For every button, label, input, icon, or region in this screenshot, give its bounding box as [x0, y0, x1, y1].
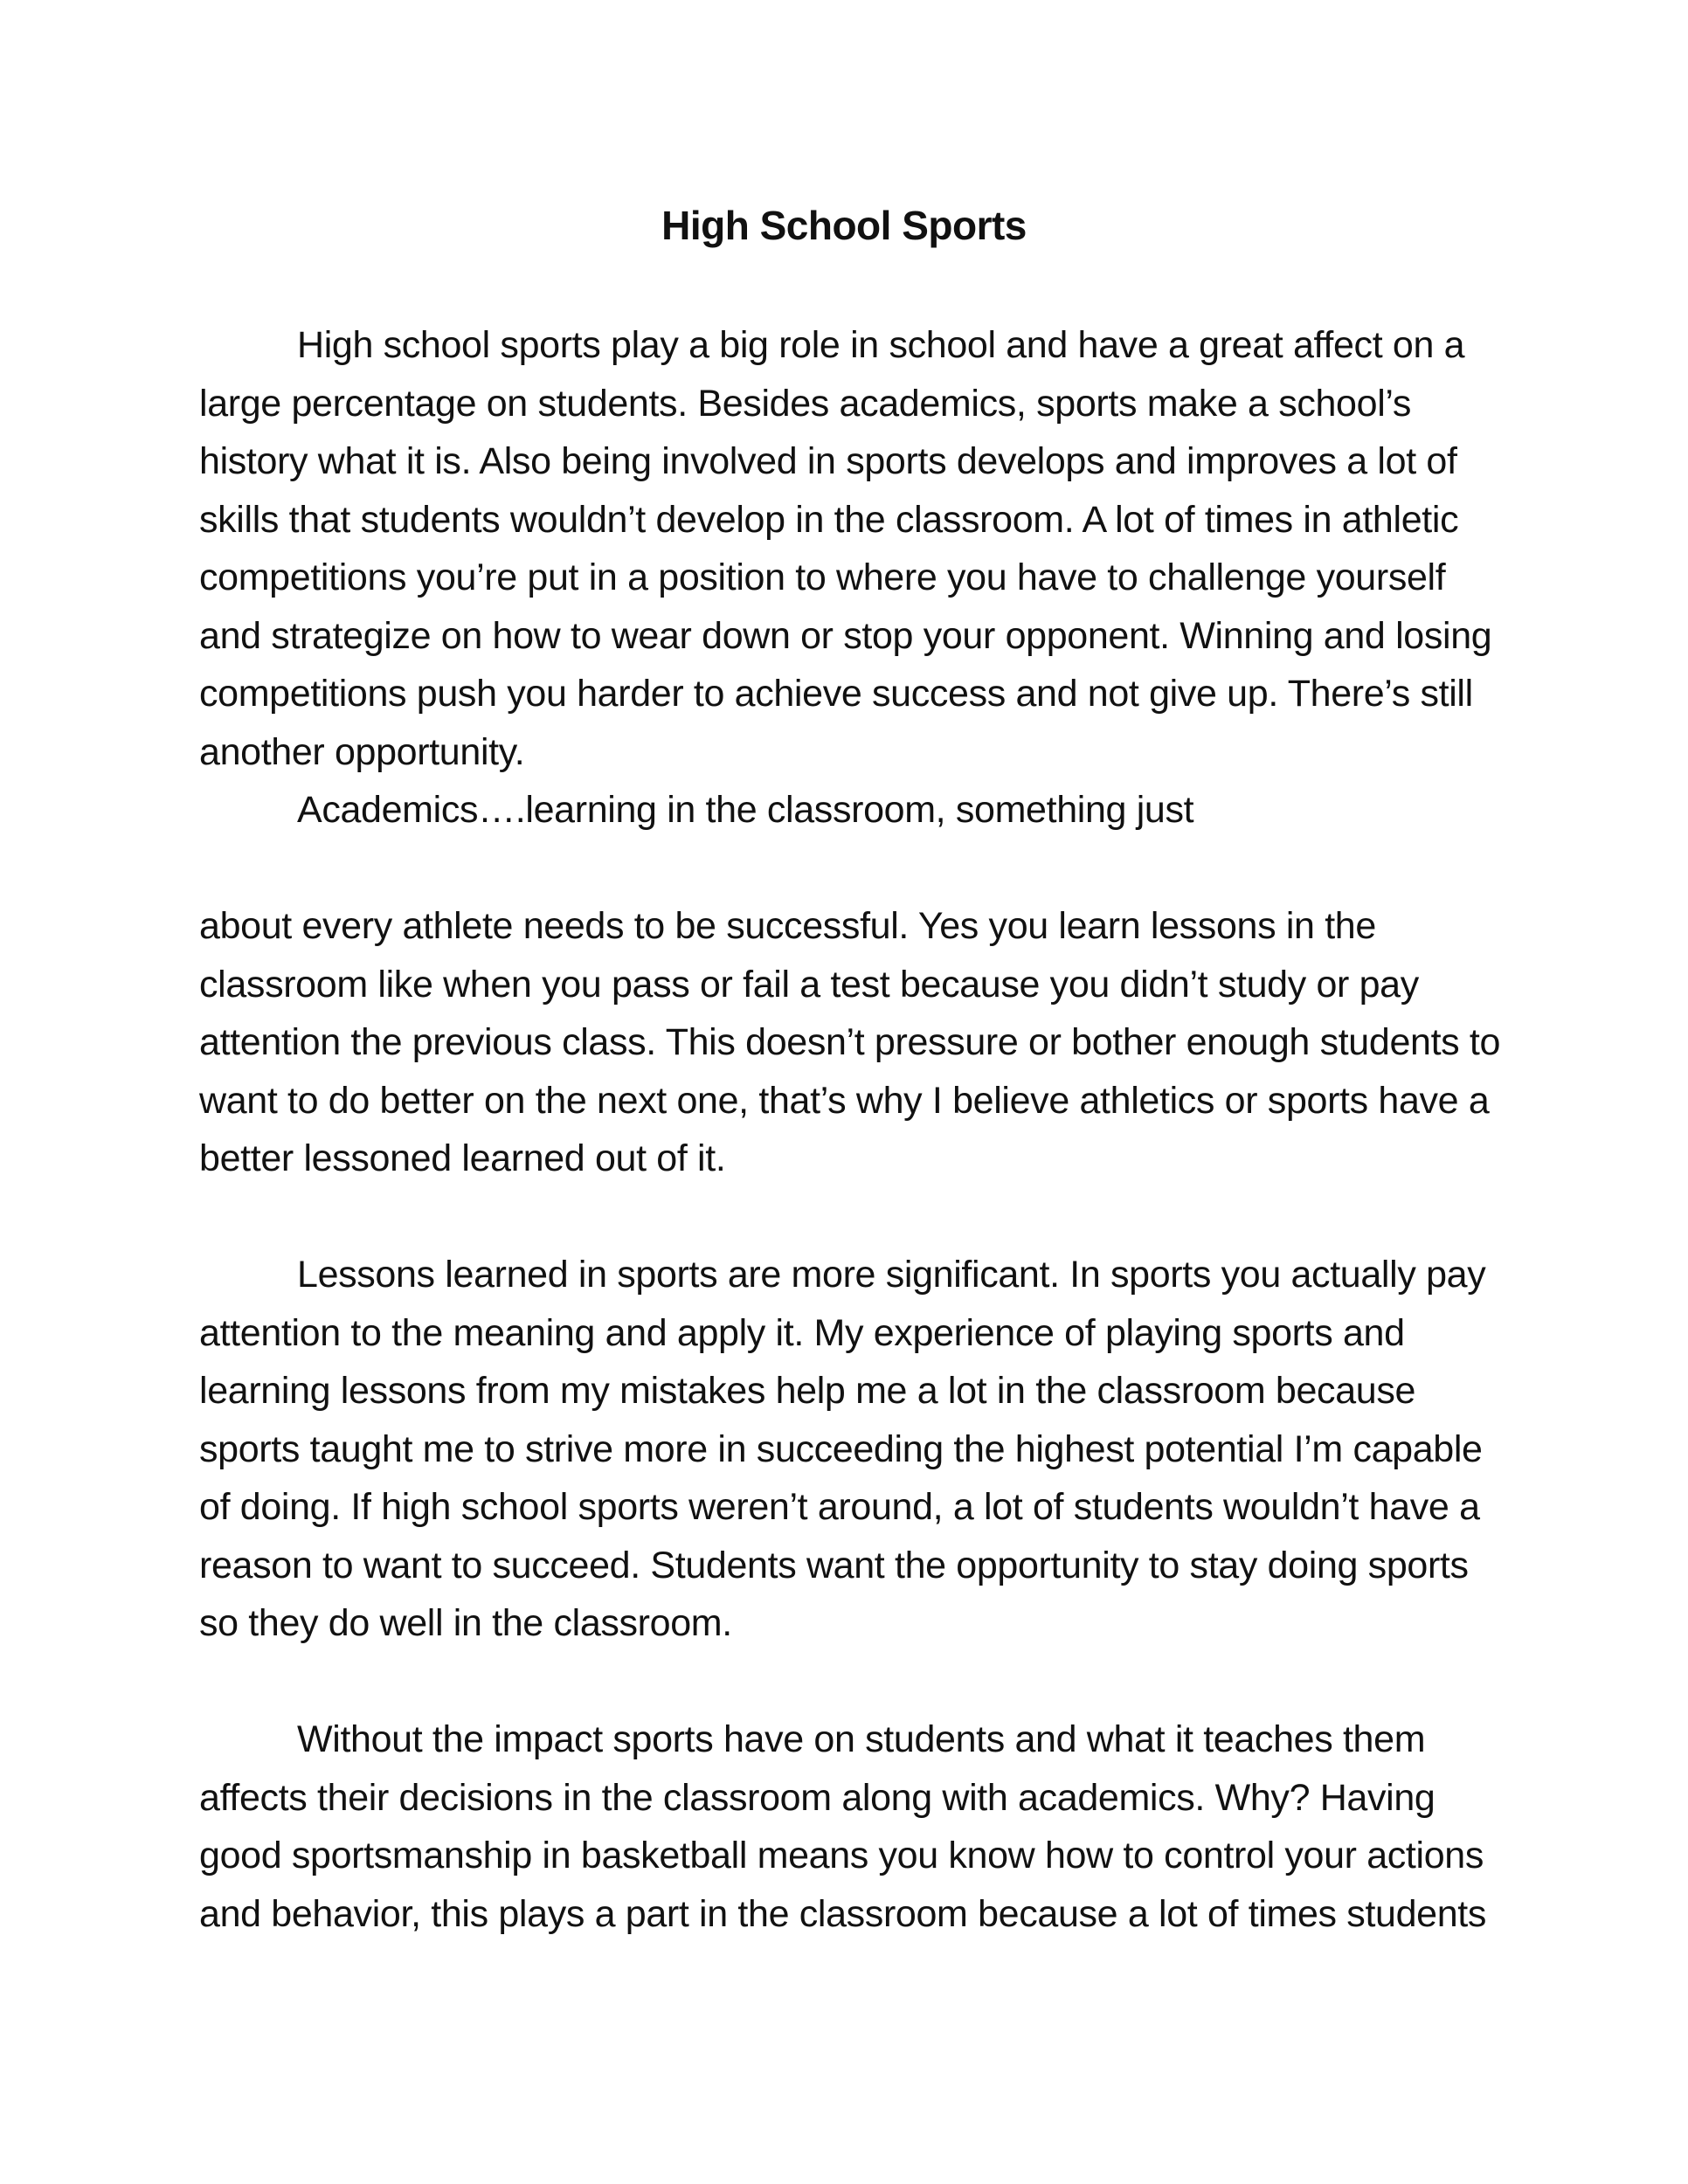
paragraph-1: [199, 316, 1501, 781]
text-line: Lessons learned in sports are more significant. In sports you actually pay: [297, 1254, 1486, 1296]
text-line: classroom like when you pass or fail a test because you didn’t study or pay: [199, 963, 1419, 1006]
text-line: Without the impact sports have on students and what it teaches them: [297, 1718, 1426, 1760]
text-line: competitions you’re put in a position to where you have to challenge yourself: [199, 556, 1446, 598]
text-line: better lessoned learned out of it.: [199, 1137, 726, 1179]
text-line: want to do better on the next one, that’s why I believe athletics or sports have a: [199, 1079, 1490, 1122]
text-line: another opportunity.: [199, 730, 525, 773]
text-line: and strategize on how to wear down or stop your opponent. Winning and losing: [199, 614, 1492, 657]
text-line: skills that students wouldn’t develop in the classroom. A lot of times in athletic: [199, 498, 1459, 541]
text-line: good sportsmanship in basketball means you know how to control your actions: [199, 1835, 1484, 1876]
text-line: learning lessons from my mistakes help me a lot in the classroom because: [199, 1370, 1416, 1412]
text-line: High school sports play a big role in school and have a great affect on a: [297, 324, 1465, 366]
paragraph-5: [199, 1711, 1501, 1943]
text-line: affects their decisions in the classroom along with academics. Why? Having: [199, 1776, 1435, 1819]
text-line: attention the previous class. This doesn’t pressure or bother enough students to: [199, 1021, 1501, 1063]
text-line: history what it is. Also being involved in sports develops and improves a lot of: [199, 440, 1457, 482]
text-line: reason to want to succeed. Students want the opportunity to stay doing sports: [199, 1544, 1469, 1586]
paragraph-2: [199, 781, 1501, 840]
document-title: High School Sports: [661, 203, 1027, 248]
text-line: Academics….learning in the classroom, something just: [297, 789, 1194, 831]
paragraph-4: [199, 1246, 1501, 1653]
text-line: so they do well in the classroom.: [199, 1602, 732, 1644]
text-line: competitions push you harder to achieve success and not give up. There’s still: [199, 673, 1473, 715]
text-line: sports taught me to strive more in succeeding the highest potential I’m capable: [199, 1427, 1483, 1470]
text-line: of doing. If high school sports weren’t around, a lot of students wouldn’t have a: [199, 1486, 1480, 1528]
text-line: large percentage on students. Besides academics, sports make a school’s: [199, 382, 1411, 425]
paragraph-3: [199, 897, 1501, 1188]
text-line: attention to the meaning and apply it. My experience of playing sports and: [199, 1311, 1405, 1354]
text-line: about every athlete needs to be successful. Yes you learn lessons in the: [199, 905, 1376, 947]
text-line: and behavior, this plays a part in the classroom because a lot of times students: [199, 1892, 1487, 1935]
